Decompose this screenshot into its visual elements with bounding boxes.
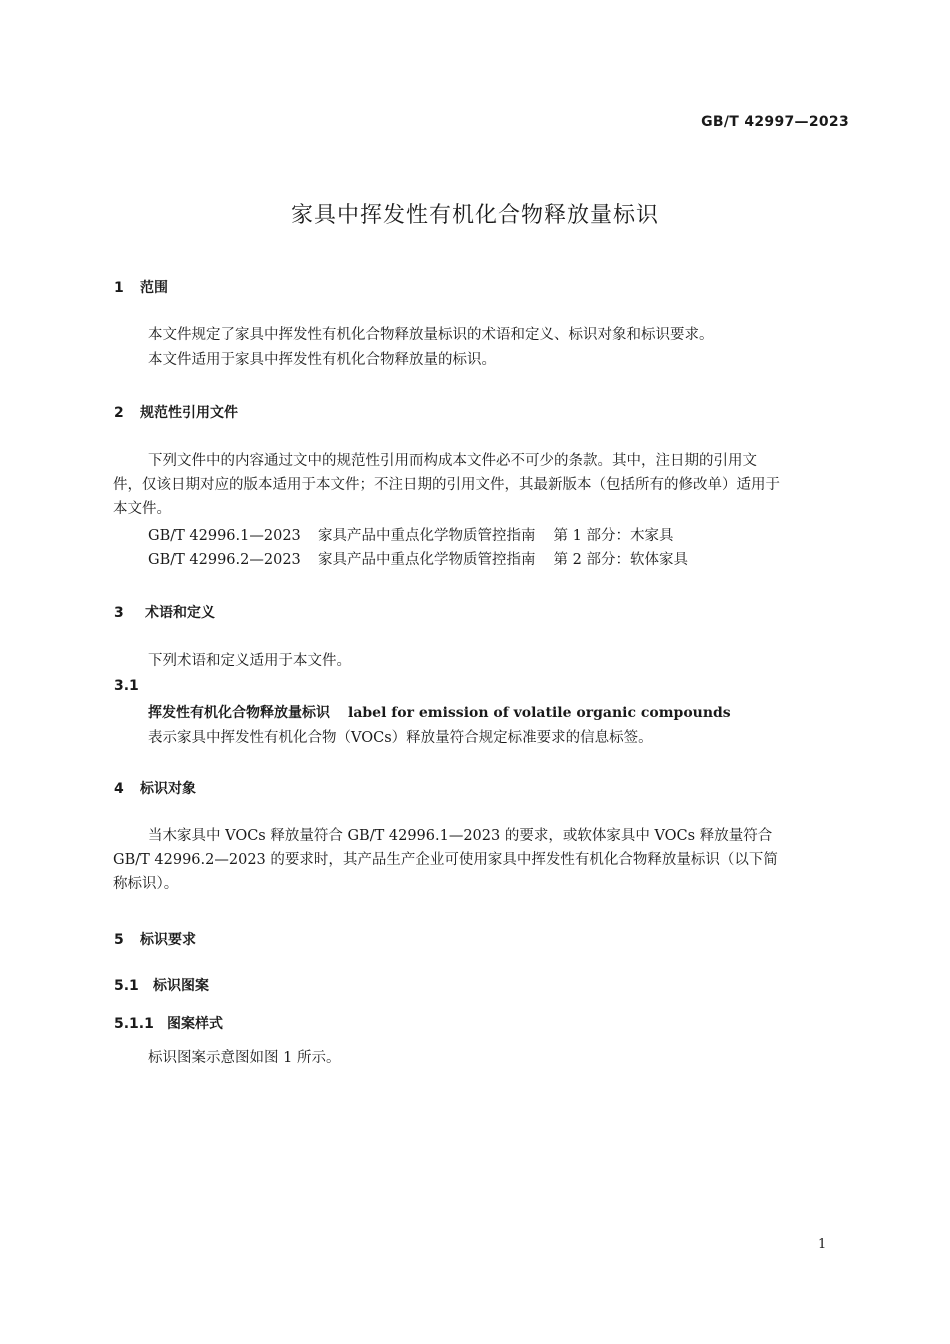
reference-title: 家具产品中重点化学物质管控指南 [318, 528, 536, 544]
section-4-heading [114, 778, 196, 798]
reference-item [148, 548, 688, 572]
page-number: 1 [818, 1237, 827, 1252]
section-5-1-1-heading [114, 1013, 223, 1033]
standard-code: GB/T 42997—2023 [701, 114, 849, 130]
section-number: 4 [114, 781, 124, 797]
section-5-heading [114, 929, 196, 949]
section-title: 规范性引用文件 [140, 405, 238, 421]
section-number: 3 [114, 605, 124, 621]
section-2-intro [113, 449, 851, 521]
reference-code: GB/T 42996.1—2023 [148, 528, 301, 544]
text-line: 当木家具中 VOCs 释放量符合 GB/T 42996.1—2023 的要求，或软体家具中 VOCs 释放量符合 [148, 828, 773, 844]
text-line: 本文件。 [113, 501, 171, 517]
section-number: 1 [114, 280, 124, 296]
section-number: 5.1 [114, 978, 139, 994]
reference-title: 家具产品中重点化学物质管控指南 [318, 552, 536, 568]
section-title: 标识要求 [140, 932, 196, 948]
section-3-heading [114, 602, 215, 622]
text-line: 称标识）。 [113, 876, 179, 892]
section-5-1-1-paragraph: 标识图案示意图如图 1 所示。 [148, 1050, 341, 1066]
text-line: 件，仅该日期对应的版本适用于本文件；不注日期的引用文件，其最新版本（包括所有的修改单）适用于 [113, 477, 780, 493]
term-definition: 表示家具中挥发性有机化合物（VOCs）释放量符合规定标准要求的信息标签。 [148, 730, 653, 746]
section-number: 2 [114, 405, 124, 421]
section-title: 标识图案 [153, 978, 209, 994]
section-number: 5 [114, 932, 124, 948]
reference-code: GB/T 42996.2—2023 [148, 552, 301, 568]
section-1-paragraph: 本文件规定了家具中挥发性有机化合物释放量标识的术语和定义、标识对象和标识要求。 [148, 327, 714, 343]
clause-3-1-number: 3.1 [114, 678, 139, 694]
reference-item [148, 524, 673, 548]
section-2-heading [114, 402, 238, 422]
term-english: label for emission of volatile organic compounds [348, 705, 731, 721]
section-number: 5.1.1 [114, 1016, 154, 1032]
term-entry [148, 702, 731, 722]
reference-part: 第 2 部分：软体家具 [553, 552, 688, 568]
document-title: 家具中挥发性有机化合物释放量标识 [290, 203, 659, 228]
section-4-paragraph [113, 824, 851, 896]
text-line: 下列文件中的内容通过文中的规范性引用而构成本文件必不可少的条款。其中，注日期的引用文 [148, 453, 757, 469]
section-title: 图案样式 [167, 1016, 223, 1032]
section-title: 标识对象 [140, 781, 196, 797]
section-5-1-heading [114, 975, 209, 995]
section-title: 术语和定义 [145, 605, 215, 621]
section-1-heading [114, 277, 168, 297]
section-title: 范围 [140, 280, 168, 296]
section-3-intro: 下列术语和定义适用于本文件。 [148, 653, 351, 669]
term-chinese: 挥发性有机化合物释放量标识 [148, 705, 330, 721]
text-line: GB/T 42996.2—2023 的要求时，其产品生产企业可使用家具中挥发性有机化合物释放量标识（以下简 [113, 852, 778, 868]
reference-part: 第 1 部分：木家具 [553, 528, 674, 544]
section-1-paragraph: 本文件适用于家具中挥发性有机化合物释放量的标识。 [148, 352, 496, 368]
